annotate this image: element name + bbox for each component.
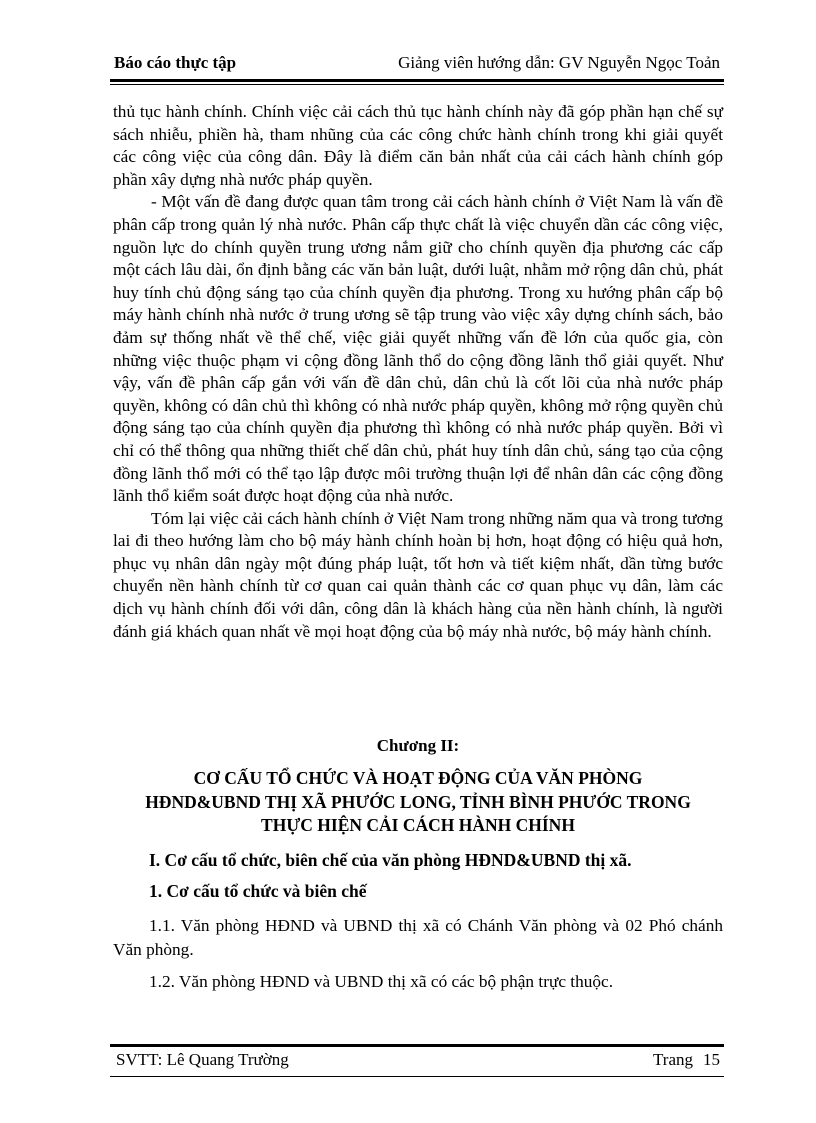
student-name: SVTT: Lê Quang Trường [116,1050,289,1069]
report-title: Báo cáo thực tập [114,53,237,72]
section-heading: I. Cơ cấu tổ chức, biên chế của văn phòng HĐND&UBND thị xã. [149,850,632,870]
page-header [110,50,722,78]
chapter-title-line-2: HĐND&UBND THỊ XÃ PHƯỚC LONG, TỈNH BÌNH PHƯỚC TRONG [145,791,691,812]
chapter-title [113,767,723,838]
page-footer [110,1048,722,1074]
paragraph-1: thủ tục hành chính. Chính việc cải cách thủ tục hành chính này đã góp phần hạn chế sự sách nhiễu, phiền hà, tham nhũng của các công chức hành chính trong khi giải quyết các công việc của công dân. Đây là điểm căn bản nhất của cải cách hành chính góp phần xây dựng nhà nước pháp quyền. [113,102,723,189]
header-rule-thin [110,84,724,85]
body-text [113,101,723,643]
subsection-heading: 1. Cơ cấu tổ chức và biên chế [149,881,367,901]
item-1-1: 1.1. Văn phòng HĐND và UBND thị xã có Chánh Văn phòng và 02 Phó chánh Văn phòng. [113,916,723,959]
page-number: 15 [703,1050,720,1069]
header-rule-thick [110,79,724,82]
chapter-title-line-1: CƠ CẤU TỔ CHỨC VÀ HOẠT ĐỘNG CỦA VĂN PHÒNG [193,768,643,788]
item-1-2: 1.2. Văn phòng HĐND và UBND thị xã có các bộ phận trực thuộc. [149,972,614,991]
chapter-number: Chương II: [376,736,460,755]
instructor-name: Giảng viên hướng dẫn: GV Nguyễn Ngọc Toản [398,53,720,72]
footer-rule-thick [110,1044,724,1047]
footer-rule-thin [110,1076,724,1077]
page-label: Trang [653,1050,693,1069]
chapter-title-line-3: THỰC HIỆN CẢI CÁCH HÀNH CHÍNH [261,815,575,835]
page-indicator [653,1050,720,1070]
paragraph-3: Tóm lại việc cải cách hành chính ở Việt Nam trong những năm qua và trong tương lai đi theo hướng làm cho bộ máy hành chính hoàn bị hơn, hoạt động có hiệu quả hơn, phục vụ nhân dân ngày một đúng pháp luật, tốt hơn và tiết kiệm nhất, dần từng bước chuyển nền hành chính từ cơ quan cai quản thành các cơ quan phục vụ dân, làm các dịch vụ hành chính đối với dân, công dân là khách hàng của nền hành chính, là người đánh giá khách quan nhất về mọi hoạt động của bộ máy nhà nước, bộ máy hành chính. [113,508,723,641]
paragraph-2: - Một vấn đề đang được quan tâm trong cải cách hành chính ở Việt Nam là vấn đề phân cấp trong quản lý nhà nước. Phân cấp thực chất là việc chuyển dần các công việc, nguồn lực do chính quyền trung ương nắm giữ cho chính quyền địa phương các cấp một cách lâu dài, ổn định bằng các văn bản luật, dưới luật, nhằm mở rộng dân chủ, phát huy tính chủ động sáng tạo của chính quyền địa phương. Trong xu hướng phân cấp bộ máy hành chính nhà nước ở trung ương sẽ tập trung vào việc xây dựng chính sách, bảo đảm sự thống nhất về thể chế, việc giải quyết những vấn đề lớn của quốc gia, còn những việc thuộc phạm vi cộng đồng lãnh thổ do cộng đồng lãnh thổ giải quyết. Như vậy, vấn đề phân cấp gắn với vấn đề dân chủ, dân chủ là cốt lõi của nhà nước pháp quyền, không có dân chủ thì không có nhà nước pháp quyền, không mở rộng quyền chủ động sáng tạo của chính quyền địa phương thì không có nhà nước pháp quyền. Bởi vì chỉ có thể thông qua những thiết chế dân chủ, phát huy tính dân chủ, sáng tạo của cộng đồng lãnh thổ mới có thể tạo lập được môi trường thuận lợi để nhân dân các cộng đồng lãnh thổ kiểm soát được hoạt động của nhà nước. [113,192,723,506]
